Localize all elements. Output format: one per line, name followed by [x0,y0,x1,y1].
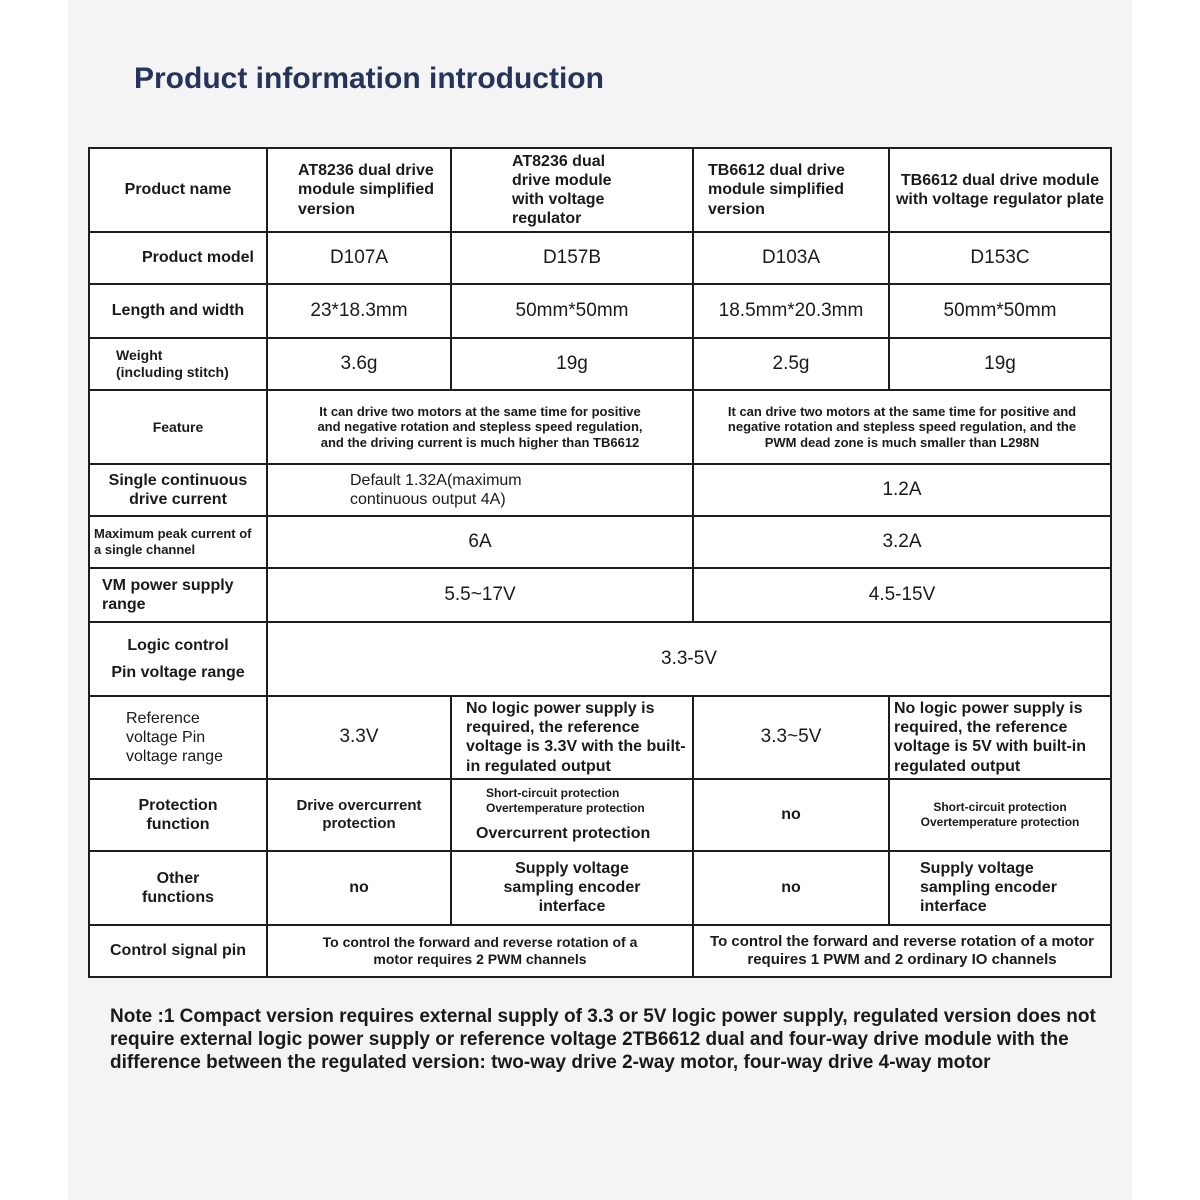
reference-d107a: 3.3V [267,696,451,779]
page-title: Product information introduction [134,62,604,95]
other-d103a: no [693,851,889,925]
feature-tb6612: It can drive two motors at the same time for positive and negative rotation and stepless speed regulation, and the PWM dead zone is much smaller than L298N [693,390,1111,464]
row-peak-current [89,516,1111,568]
other-d153c: Supply voltage sampling encoder interface [889,851,1111,925]
row-weight [89,338,1111,390]
label-length-width: Length and width [89,284,267,338]
header-d103a: TB6612 dual drive module simplified version [693,148,889,232]
row-product-model [89,232,1111,284]
label-protection: Protection function [89,779,267,851]
logic-range-value: 3.3-5V [267,622,1111,696]
footnote: Note :1 Compact version requires external supply of 3.3 or 5V logic power supply, regulated version does not require external logic power supply or reference voltage 2TB6612 dual and four-way drive module with the difference between the regulated version: two-way drive 2-way motor, four-way drive 4-way motor [110,1006,1096,1073]
label-vm-range: VM power supply range [89,568,267,622]
reference-d153c: No logic power supply is required, the reference voltage is 5V with built-in regulated output [889,696,1111,779]
label-peak-current: Maximum peak current of a single channel [89,516,267,568]
label-weight-line2: (including stitch) [116,364,229,380]
row-length-width [89,284,1111,338]
weight-d153c: 19g [889,338,1111,390]
label-feature: Feature [89,390,267,464]
control-at8236: To control the forward and reverse rotation of a motor requires 2 PWM channels [267,925,693,977]
label-product-name: Product name [89,148,267,232]
other-d107a: no [267,851,451,925]
current-tb6612: 1.2A [693,464,1111,516]
model-d157b: D157B [451,232,693,284]
size-d107a: 23*18.3mm [267,284,451,338]
other-d157b: Supply voltage sampling encoder interface [451,851,693,925]
protection-d157b [451,779,693,851]
row-feature [89,390,1111,464]
protection-d157b-line2: Overtemperature protection [486,801,645,816]
current-at8236: Default 1.32A(maximum continuous output 4A) [267,464,693,516]
protection-d103a: no [693,779,889,851]
size-d157b: 50mm*50mm [451,284,693,338]
protection-d107a: Drive overcurrent protection [267,779,451,851]
row-product-name [89,148,1111,232]
header-d107a: AT8236 dual drive module simplified version [267,148,451,232]
protection-d153c [889,779,1111,851]
size-d153c: 50mm*50mm [889,284,1111,338]
row-control [89,925,1111,977]
protection-d153c-line1: Short-circuit protection [933,799,1067,814]
feature-at8236: It can drive two motors at the same time for positive and negative rotation and stepless speed regulation, and the driving current is much higher than TB6612 [267,390,693,464]
protection-d153c-line2: Overtemperature protection [920,814,1080,829]
label-logic-range [89,622,267,696]
row-reference [89,696,1111,779]
header-d157b: AT8236 dual drive module with voltage regulator [451,148,693,232]
weight-d107a: 3.6g [267,338,451,390]
row-protection [89,779,1111,851]
size-d103a: 18.5mm*20.3mm [693,284,889,338]
protection-d157b-line3: Overcurrent protection [476,825,651,843]
model-d107a: D107A [267,232,451,284]
reference-d157b: No logic power supply is required, the reference voltage is 3.3V with the built-in regulated output [451,696,693,779]
control-tb6612: To control the forward and reverse rotation of a motor requires 1 PWM and 2 ordinary IO channels [693,925,1111,977]
label-weight-line1: Weight [116,347,163,364]
row-single-current [89,464,1111,516]
label-single-current: Single continuous drive current [89,464,267,516]
label-other: Other functions [89,851,267,925]
label-reference: Reference voltage Pin voltage range [89,696,267,779]
row-other [89,851,1111,925]
model-d103a: D103A [693,232,889,284]
vm-at8236: 5.5~17V [267,568,693,622]
label-product-model: Product model [89,232,267,284]
header-d153c: TB6612 dual drive module with voltage regulator plate [889,148,1111,232]
row-logic-range [89,622,1111,696]
reference-d103a: 3.3~5V [693,696,889,779]
peak-tb6612: 3.2A [693,516,1111,568]
peak-at8236: 6A [267,516,693,568]
product-spec-table [88,147,1112,978]
label-logic-line1: Logic control [127,636,229,654]
weight-d103a: 2.5g [693,338,889,390]
label-control: Control signal pin [89,925,267,977]
model-d153c: D153C [889,232,1111,284]
protection-d157b-line1: Short-circuit protection [486,786,620,801]
weight-d157b: 19g [451,338,693,390]
label-weight [89,338,267,390]
vm-tb6612: 4.5-15V [693,568,1111,622]
label-logic-line2: Pin voltage range [111,664,245,681]
row-vm-range [89,568,1111,622]
